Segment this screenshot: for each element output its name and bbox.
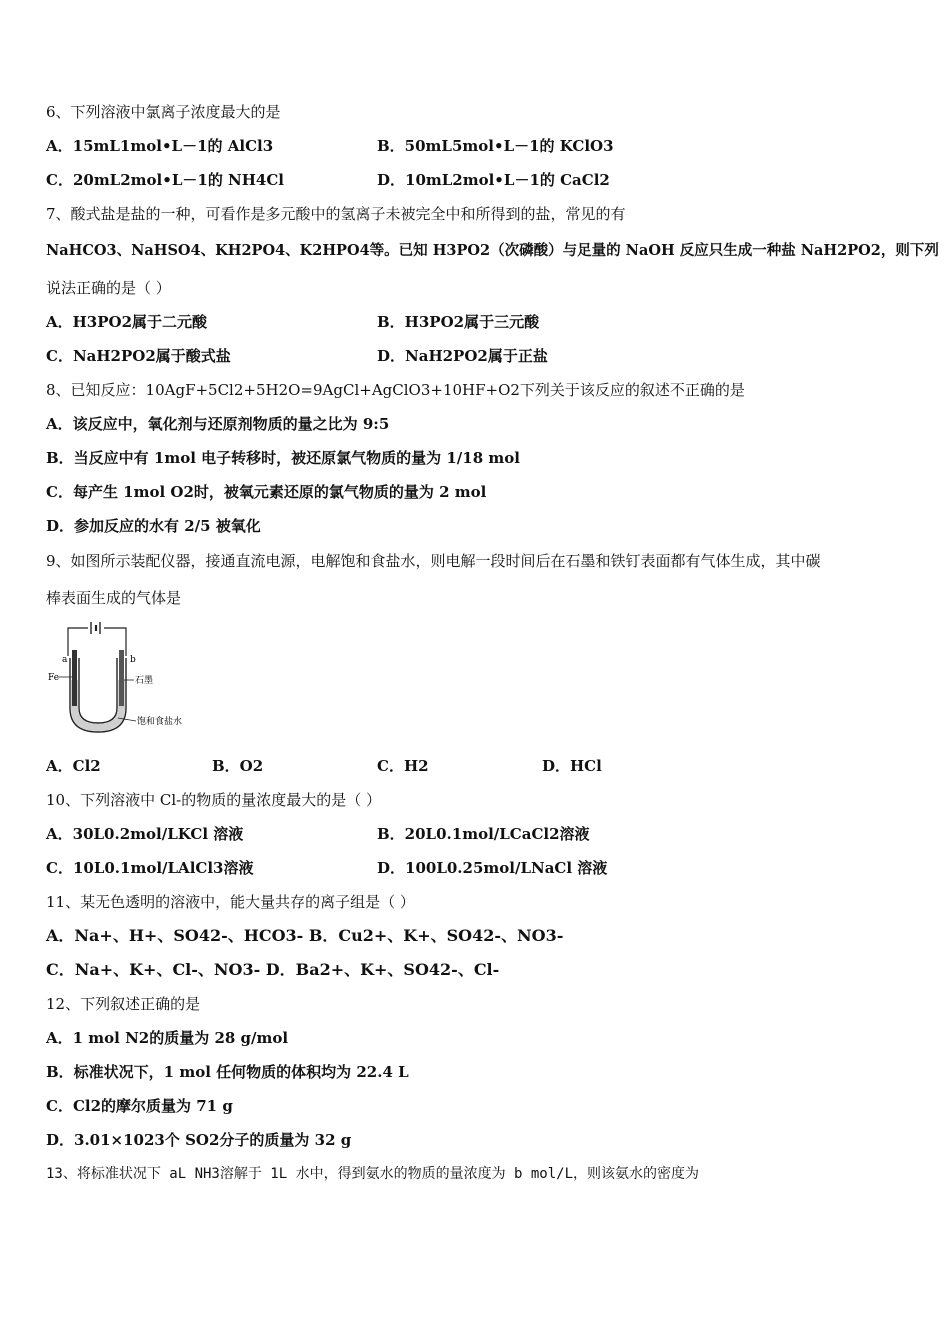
q12-option-b: B．标准状况下，1 mol 任何物质的体积均为 22.4 L [46, 1063, 409, 1081]
q11-stem: 11、某无色透明的溶液中，能大量共存的离子组是（ ） [46, 893, 415, 911]
q10-option-d: D．100L0.25mol/LNaCl 溶液 [377, 859, 608, 877]
q10-option-a: A．30L0.2mol/LKCl 溶液 [46, 825, 244, 843]
q6-option-a: A．15mL1mol•L－1的 AlCl3 [46, 137, 274, 155]
q11-options-cd: C．Na+、K+、Cl-、NO3- D．Ba2+、K+、SO42-、Cl- [46, 960, 500, 979]
electrolysis-apparatus-figure [46, 620, 186, 740]
q12-option-a: A．1 mol N2的质量为 28 g/mol [46, 1029, 289, 1047]
q6-stem: 6、下列溶液中氯离子浓度最大的是 [46, 103, 281, 121]
graphite-electrode [119, 650, 124, 706]
q9-option-a: A．Cl2 [46, 757, 101, 775]
q11-options-ab: A．Na+、H+、SO42-、HCO3- B．Cu2+、K+、SO42-、NO3- [46, 926, 564, 945]
u-tube-inner [79, 658, 117, 723]
q8-option-d: D．参加反应的水有 2/5 被氧化 [46, 517, 261, 535]
label-brine: 饱和食盐水 [137, 717, 183, 727]
label-b: b [130, 655, 136, 665]
q8-option-c: C．每产生 1mol O2时，被氧元素还原的氯气物质的量为 2 mol [46, 483, 487, 501]
q9-stem-line2: 棒表面生成的气体是 [46, 589, 182, 607]
q8-option-a: A．该反应中，氧化剂与还原剂物质的量之比为 9:5 [46, 415, 390, 433]
q9-stem-line1: 9、如图所示装配仪器，接通直流电源，电解饱和食盐水，则电解一段时间后在石墨和铁钉表面都有气体生成，其中碳 [46, 552, 821, 570]
q12-option-d: D．3.01×1023个 SO2分子的质量为 32 g [46, 1131, 352, 1149]
iron-nail-electrode [72, 650, 77, 706]
wire-left [68, 628, 88, 656]
q7-option-d: D．NaH2PO2属于正盐 [377, 347, 548, 365]
q6-option-d: D．10mL2mol•L－1的 CaCl2 [377, 171, 610, 189]
q9-option-d: D．HCl [542, 757, 602, 775]
q7-option-a: A．H3PO2属于二元酸 [46, 313, 208, 331]
q7-stem-line2: NaHCO3、NaHSO4、KH2PO4、K2HPO4等。已知 H3PO2（次磷酸）与足量的 NaOH 反应只生成一种盐 NaH2PO2，则下列 [46, 242, 939, 259]
q7-option-c: C．NaH2PO2属于酸式盐 [46, 347, 231, 365]
q7-stem-line3: 说法正确的是（ ） [46, 279, 171, 297]
label-a: a [62, 655, 68, 665]
q12-stem: 12、下列叙述正确的是 [46, 995, 201, 1013]
q12-option-c: C．Cl2的摩尔质量为 71 g [46, 1097, 233, 1115]
q10-option-c: C．10L0.1mol/LAlCl3溶液 [46, 859, 254, 877]
q9-option-b: B．O2 [212, 757, 264, 775]
q8-option-b: B．当反应中有 1mol 电子转移时，被还原氯气物质的量为 1/18 mol [46, 449, 520, 467]
q13-stem: 13、将标准状况下 aL NH3溶解于 1L 水中，得到氨水的物质的量浓度为 b mol/L，则该氨水的密度为 [46, 1166, 700, 1182]
q10-option-b: B．20L0.1mol/LCaCl2溶液 [377, 825, 590, 843]
q7-option-b: B．H3PO2属于三元酸 [377, 313, 540, 331]
q10-stem: 10、下列溶液中 Cl-的物质的量浓度最大的是（ ） [46, 791, 381, 809]
q8-stem: 8、已知反应：10AgF+5Cl2+5H2O=9AgCl+AgClO3+10HF+O2下列关于该反应的叙述不正确的是 [46, 381, 745, 399]
label-fe: Fe [48, 673, 60, 683]
q6-option-c: C．20mL2mol•L－1的 NH4Cl [46, 171, 284, 189]
q9-option-c: C．H2 [377, 757, 429, 775]
q6-option-b: B．50mL5mol•L－1的 KClO3 [377, 137, 614, 155]
q7-stem-line1: 7、酸式盐是盐的一种，可看作是多元酸中的氢离子未被完全中和所得到的盐，常见的有 [46, 205, 626, 223]
label-graphite: 石墨 [135, 676, 154, 686]
